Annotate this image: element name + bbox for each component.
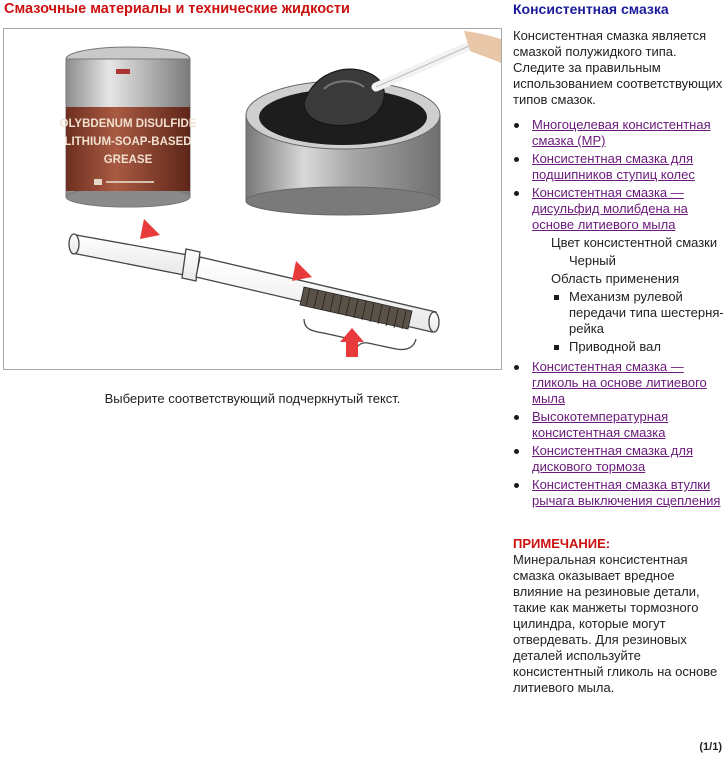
grease-illustration <box>4 29 501 369</box>
bullet-icon <box>514 365 519 370</box>
list-item <box>513 409 725 441</box>
list-item <box>513 359 725 407</box>
sidebar-title: Консистентная смазка <box>513 1 669 17</box>
instruction-caption: Выберите соответствующий подчеркнутый текст. <box>104 391 401 406</box>
link-glycol-grease[interactable]: Консистентная смазка — гликоль на основе литиевого мыла <box>532 359 707 406</box>
link-clutch-release-grease[interactable]: Консистентная смазка втулки рычага выключения сцепления <box>532 477 721 508</box>
link-high-temp-grease[interactable]: Высокотемпературная консистентная смазка <box>532 409 669 440</box>
intro-text: Консистентная смазка является смазкой полужидкого типа. Следите за правильным использованием соответствующих типов смазок. <box>513 28 723 107</box>
link-molybdenum-grease[interactable]: Консистентная смазка — дисульфид молибдена на основе литиевого мыла <box>532 185 688 232</box>
sidebar <box>513 1 725 696</box>
application-label: Область применения <box>551 271 680 286</box>
page-title: Смазочные материалы и технические жидкости <box>4 1 350 17</box>
bullet-icon <box>514 449 519 454</box>
grease-can <box>60 47 197 207</box>
can-label-line-1: OLYBDENUM DISULFIDE <box>59 118 197 130</box>
list-item <box>513 443 725 475</box>
list-item <box>513 151 725 183</box>
list-item <box>513 477 725 509</box>
can-label-line-3: GREASE <box>103 154 153 166</box>
list-item <box>513 185 725 355</box>
application-item: Приводной вал <box>569 339 661 354</box>
color-value: Черный <box>569 253 616 268</box>
open-grease-can <box>246 31 501 215</box>
grease-types-list <box>513 117 725 509</box>
bullet-icon <box>514 415 519 420</box>
bullet-icon <box>514 191 519 196</box>
link-disc-brake-grease[interactable]: Консистентная смазка для дискового тормоза <box>532 443 693 474</box>
list-item <box>513 117 725 149</box>
link-wheel-bearing-grease[interactable]: Консистентная смазка для подшипников ступиц колес <box>532 151 695 182</box>
illustration-panel <box>3 28 502 370</box>
link-mp-grease[interactable]: Многоцелевая консистентная смазка (MP) <box>532 117 711 148</box>
list-item <box>569 289 725 337</box>
page-indicator: (1/1) <box>699 741 722 753</box>
grease-properties <box>532 235 725 355</box>
color-label: Цвет консистентной смазки <box>551 235 718 250</box>
application-list <box>551 289 725 355</box>
can-label-line-2: LITHIUM-SOAP-BASED <box>64 136 192 148</box>
drive-shaft <box>69 234 439 350</box>
list-item <box>569 339 725 355</box>
arrow-icon <box>340 328 364 357</box>
application-item: Механизм рулевой передачи типа шестерня-рейка <box>569 289 724 336</box>
arrow-icon <box>292 257 316 281</box>
bullet-icon <box>514 483 519 488</box>
square-bullet-icon <box>554 295 559 300</box>
arrow-icon <box>140 215 164 239</box>
square-bullet-icon <box>554 345 559 350</box>
note-heading: ПРИМЕЧАНИЕ: <box>513 536 611 551</box>
bullet-icon <box>514 123 519 128</box>
note-text: Минеральная консистентная смазка оказывает вредное влияние на резиновые детали, такие как манжеты тормозного цилиндра, которые могут отвердевать. Для резиновых деталей используйте консистентный гликоль на основе литиевого мыла. <box>513 552 718 695</box>
bullet-icon <box>514 157 519 162</box>
